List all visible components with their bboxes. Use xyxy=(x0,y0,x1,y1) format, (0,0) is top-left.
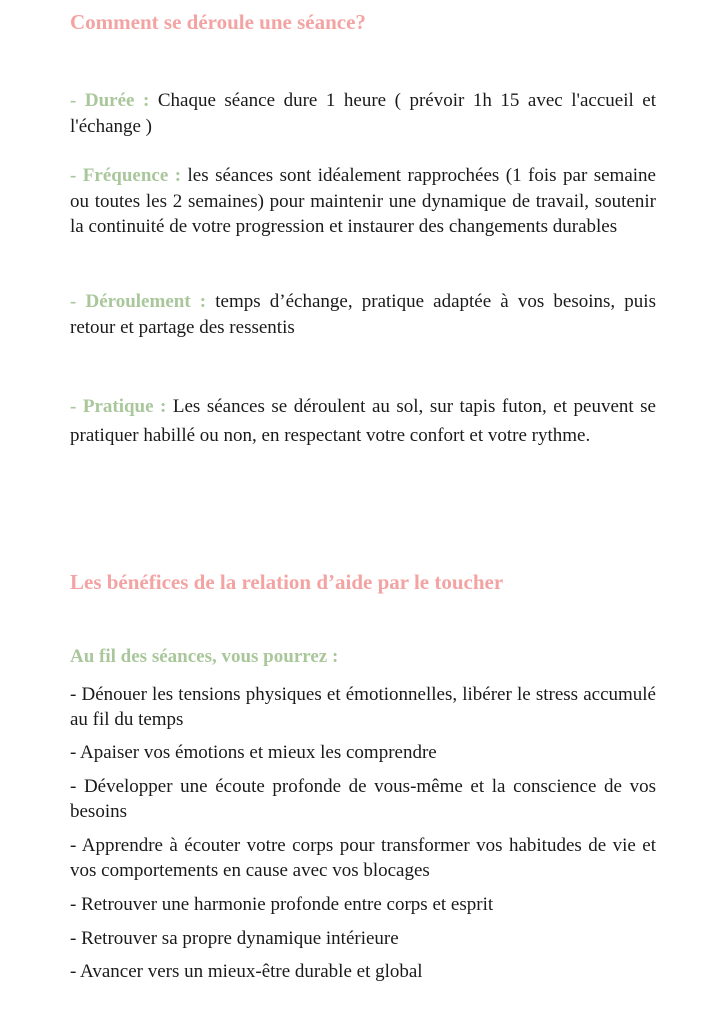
item-frequence-text: les séances sont idéalement rapprochées (1 fois par semaine ou toutes les 2 semaines) pour maintenir une dynamique de travail, soutenir la continuité de votre progression et instaurer des changements durables xyxy=(70,165,656,237)
benefit-item: - Retrouver une harmonie profonde entre corps et esprit xyxy=(70,894,494,915)
item-deroulement-label: - Déroulement : xyxy=(70,291,207,312)
item-deroulement xyxy=(70,289,656,340)
item-duree-label: - Durée : xyxy=(70,90,150,111)
item-pratique-text: Les séances se déroulent au sol, sur tapis futon, et peuvent se pratiquer habillé ou non, en respectant votre confort et votre rythme. xyxy=(70,396,656,446)
benefit-item: - Dénouer les tensions physiques et émotionnelles, libérer le stress accumulé au fil du temps xyxy=(70,684,656,730)
benefit-item: - Développer une écoute profonde de vous-même et la conscience de vos besoins xyxy=(70,776,656,822)
section-title-seance: Comment se déroule une séance? xyxy=(70,10,366,34)
benefit-item: - Retrouver sa propre dynamique intérieure xyxy=(70,928,399,949)
item-frequence-label: - Fréquence : xyxy=(70,165,182,186)
item-duree-text: Chaque séance dure 1 heure ( prévoir 1h 15 avec l'accueil et l'échange ) xyxy=(70,90,656,137)
item-pratique-label: - Pratique : xyxy=(70,396,167,417)
section-title-benefices: Les bénéfices de la relation d’aide par le toucher xyxy=(70,570,504,594)
item-frequence xyxy=(70,163,656,240)
item-deroulement-text: temps d’échange, pratique adaptée à vos besoins, puis retour et partage des ressentis xyxy=(70,291,656,338)
item-pratique xyxy=(70,392,656,450)
benefit-item: - Avancer vers un mieux-être durable et global xyxy=(70,961,423,982)
item-duree xyxy=(70,88,656,139)
benefit-item: - Apaiser vos émotions et mieux les comprendre xyxy=(70,742,437,763)
benefit-item: - Apprendre à écouter votre corps pour transformer vos habitudes de vie et vos comportements en cause avec vos blocages xyxy=(70,835,656,881)
benefits-subtitle: Au fil des séances, vous pourrez : xyxy=(70,646,339,667)
